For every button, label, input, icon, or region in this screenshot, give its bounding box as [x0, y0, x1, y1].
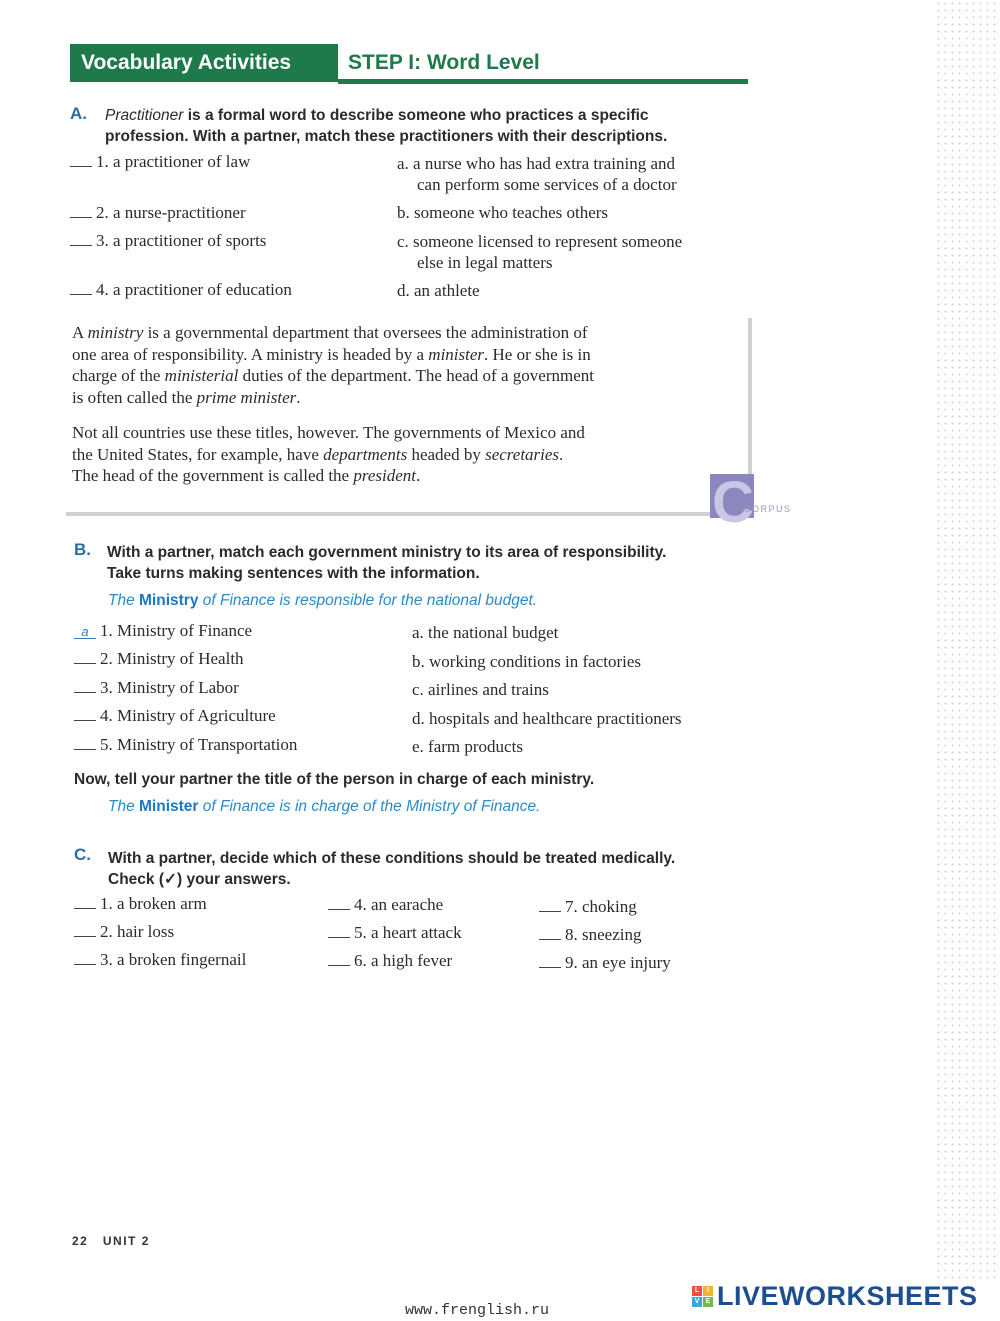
b-option-c: c. airlines and trains [412, 680, 549, 699]
c-item-2: 2. hair loss [74, 921, 174, 942]
b-option-b: b. working conditions in factories [412, 652, 641, 671]
check-blank[interactable] [539, 898, 561, 912]
c-item-8: 8. sneezing [539, 924, 641, 945]
c-item-4: 4. an earache [328, 894, 443, 915]
section-b-example-2: The Minister of Finance is in charge of the Ministry of Finance. [108, 798, 541, 815]
a-option-a: a. a nurse who has had extra training and can perform some services of a doctor [397, 154, 677, 194]
a-option-c: c. someone licensed to represent someone else in legal matters [397, 232, 683, 272]
b-item-2: 2. Ministry of Health [74, 648, 244, 669]
b-item-1: a 1. Ministry of Finance [74, 620, 252, 641]
section-c-letter: C. [74, 845, 91, 864]
c-item-7: 7. choking [539, 896, 637, 917]
a-option-b: b. someone who teaches others [397, 203, 609, 222]
a-item-3: 3. a practitioner of sports [70, 230, 266, 251]
c-item-6: 6. a high fever [328, 950, 452, 971]
b-item-5: 5. Ministry of Transportation [74, 734, 297, 755]
section-title: Vocabulary Activities [70, 44, 338, 82]
check-blank[interactable] [328, 952, 350, 966]
b-item-4: 4. Ministry of Agriculture [74, 705, 276, 726]
section-b-example: The Ministry of Finance is responsible for the national budget. [108, 592, 538, 609]
c-item-9: 9. an eye injury [539, 952, 671, 973]
section-a-instructions: Practitioner is a formal word to describe someone who practices a specific profession. With a partner, match these practitioners with their descriptions. [105, 107, 668, 145]
practitioner-term: Practitioner [105, 107, 184, 124]
section-b-letter: B. [74, 540, 91, 559]
answer-blank[interactable] [70, 232, 92, 246]
liveworksheets-grid-icon: L I V E [692, 1286, 713, 1307]
check-blank[interactable] [539, 926, 561, 940]
step-title: STEP I: Word Level [348, 51, 540, 74]
check-blank[interactable] [74, 895, 96, 909]
margin-dot-pattern [935, 0, 1000, 1280]
a-option-d: d. an athlete [397, 281, 480, 300]
b-item-3: 3. Ministry of Labor [74, 677, 239, 698]
unit-label: UNIT 2 [102, 1234, 150, 1248]
a-item-1: 1. a practitioner of law [70, 151, 250, 172]
b-option-e: e. farm products [412, 737, 523, 756]
a-item-2: 2. a nurse-practitioner [70, 202, 246, 223]
corpus-paragraph-2: Not all countries use these titles, however. The governments of Mexico and the United States, for example, have departments headed by secretaries. The head of the government is called the president. [72, 423, 585, 485]
answer-blank[interactable] [74, 679, 96, 693]
liveworksheets-logo[interactable] [692, 1280, 978, 1312]
answer-blank[interactable] [74, 707, 96, 721]
c-item-3: 3. a broken fingernail [74, 949, 246, 970]
c-item-5: 5. a heart attack [328, 922, 462, 943]
answer-blank-filled[interactable]: a [74, 625, 96, 639]
answer-blank[interactable] [70, 281, 92, 295]
b-option-d: d. hospitals and healthcare practitioners [412, 709, 682, 728]
page-footer [72, 1234, 150, 1248]
page-number: 22 [72, 1234, 89, 1248]
section-b-followup: Now, tell your partner the title of the person in charge of each ministry. [74, 771, 595, 788]
check-blank[interactable] [74, 951, 96, 965]
check-blank[interactable] [74, 923, 96, 937]
corpus-label: CORPUS [744, 504, 792, 514]
check-blank[interactable] [539, 954, 561, 968]
b-option-a: a. the national budget [412, 623, 559, 642]
answer-blank[interactable] [70, 153, 92, 167]
answer-blank[interactable] [74, 736, 96, 750]
section-c-instructions: With a partner, decide which of these conditions should be treated medically. Check (✓) your answers. [108, 850, 676, 888]
check-blank[interactable] [328, 896, 350, 910]
answer-blank[interactable] [70, 204, 92, 218]
check-blank[interactable] [328, 924, 350, 938]
source-url: www.frenglish.ru [405, 1302, 550, 1319]
corpus-paragraph-1: A ministry is a governmental department that oversees the administration of one area of responsibility. A ministry is headed by a minister. He or she is in charge of the ministerial duties of the department. The head of a government is often called the prime minister. [72, 323, 594, 407]
answer-blank[interactable] [74, 650, 96, 664]
section-b-instructions: With a partner, match each government ministry to its area of responsibility. Take turns making sentences with the information. [107, 544, 667, 582]
a-item-4: 4. a practitioner of education [70, 279, 292, 300]
c-item-1: 1. a broken arm [74, 893, 207, 914]
header-rule [338, 79, 748, 84]
liveworksheets-text: LIVEWORKSHEETS [717, 1280, 978, 1311]
section-a-letter: A. [70, 104, 87, 123]
corpus-c-letter-icon: C [712, 470, 754, 535]
